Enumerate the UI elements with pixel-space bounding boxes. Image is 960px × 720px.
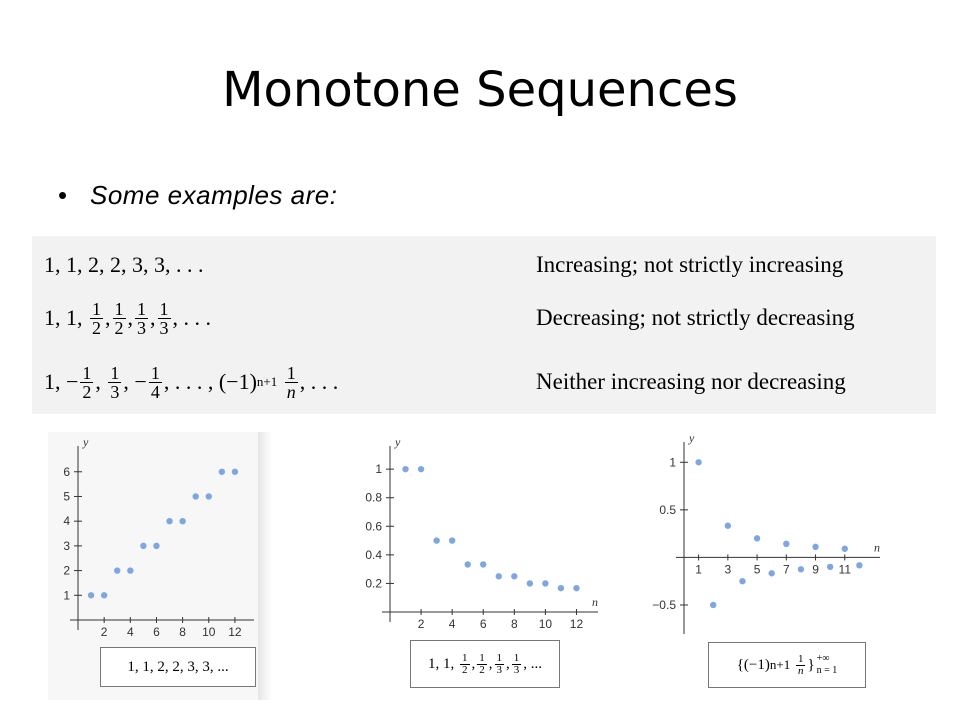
fraction <box>158 300 171 337</box>
data-point <box>433 537 439 543</box>
x-tick-label: 8 <box>510 617 518 631</box>
y-tick-label: 1 <box>375 462 382 477</box>
y-tick-label: 0.8 <box>365 490 382 505</box>
data-point <box>695 459 701 465</box>
fraction-numerator: 1 <box>513 651 520 664</box>
example-row-2 <box>32 290 936 346</box>
fraction-denominator: 3 <box>110 381 120 402</box>
examples-table <box>32 236 936 414</box>
fraction <box>149 364 162 401</box>
fraction-numerator: 1 <box>82 362 92 383</box>
data-point <box>464 561 470 567</box>
y-tick-label: 6 <box>63 464 70 479</box>
y-tick-label: 0.6 <box>365 519 382 534</box>
sequence-lead: 1, − <box>44 369 79 394</box>
y-tick-label: 0.4 <box>365 547 382 562</box>
fraction-denominator: n <box>797 664 804 677</box>
x-tick-label: 1 <box>695 562 702 577</box>
chart-caption-increasing: 1, 1, 2, 2, 3, 3, ... <box>100 647 256 687</box>
caption-upper-limit: +∞ <box>816 653 830 664</box>
fraction-denominator: 3 <box>159 317 169 338</box>
chart-panel-increasing <box>48 432 258 700</box>
fraction <box>796 654 806 677</box>
data-point <box>798 566 804 572</box>
data-point <box>768 570 774 576</box>
fraction-denominator: 4 <box>150 381 160 402</box>
y-tick-label: 1 <box>63 588 70 603</box>
data-point <box>179 518 185 524</box>
fraction-denominator: 2 <box>462 663 468 676</box>
sequence-tail: , . . . <box>172 305 211 330</box>
data-point <box>88 592 94 598</box>
caption-close: } <box>807 656 815 673</box>
caption-open: {(−1) <box>736 656 770 673</box>
y-tick-label: 1 <box>669 455 676 470</box>
fraction-numerator: 1 <box>150 362 160 383</box>
data-point <box>573 585 579 591</box>
x-axis-label: n <box>592 595 598 609</box>
data-point <box>402 466 408 472</box>
fraction <box>512 653 522 676</box>
data-point <box>101 592 107 598</box>
data-point <box>192 493 198 499</box>
data-point <box>166 518 172 524</box>
fraction <box>285 364 298 401</box>
fraction-denominator: 3 <box>513 663 520 676</box>
fraction-denominator: 3 <box>496 663 502 676</box>
data-point <box>511 573 517 579</box>
data-point <box>206 493 212 499</box>
fraction-numerator: 1 <box>137 298 146 319</box>
caption-limits <box>817 653 838 677</box>
fraction-denominator: 2 <box>479 663 485 676</box>
y-tick-label: 5 <box>63 489 70 504</box>
fraction-numerator: 1 <box>159 298 169 319</box>
fraction <box>80 364 93 401</box>
chart-panel-alternating <box>636 432 896 700</box>
x-tick-label: 2 <box>417 617 425 631</box>
example-sequence-1: 1, 1, 2, 2, 3, 3, . . . <box>44 252 204 277</box>
data-point <box>827 564 833 570</box>
x-tick-label: 4 <box>126 625 134 639</box>
fraction <box>495 653 505 676</box>
fraction-numerator: 1 <box>110 362 120 383</box>
y-tick-label: 0.2 <box>365 576 382 591</box>
fraction-numerator: 1 <box>797 652 804 665</box>
x-axis-label: n <box>874 540 880 555</box>
x-tick-label: 8 <box>179 625 186 639</box>
x-tick-label: 3 <box>724 562 732 577</box>
sequence-exponent: n+1 <box>256 374 278 389</box>
fraction <box>477 653 487 676</box>
data-point <box>725 523 731 529</box>
sequence-mid: , . . . , (−1) <box>163 369 257 394</box>
page-edge-shadow <box>258 432 272 700</box>
chart-panel-decreasing <box>352 432 608 700</box>
data-point <box>140 543 146 549</box>
x-tick-label: 6 <box>479 617 487 631</box>
example-row-3 <box>32 354 936 410</box>
slide-title: Monotone Sequences <box>222 62 738 118</box>
data-point <box>480 561 486 567</box>
y-tick-label: −0.5 <box>652 597 676 612</box>
x-tick-label: 4 <box>448 617 456 631</box>
y-tick-label: 4 <box>63 514 70 529</box>
bullet-dot-icon: • <box>58 180 68 210</box>
bullet-item <box>58 178 337 212</box>
x-tick-label: 6 <box>153 625 160 639</box>
bullet-text: Some examples are: <box>90 180 338 210</box>
chart-caption-decreasing: 1, 1, $\frac{1}{2}$ , $\frac{1}{2}$ , $\frac{1}{3}$ , $\frac{1}{3}$ , ... <box>410 640 560 688</box>
example-description-3: Neither increasing nor decreasing <box>536 369 846 394</box>
sequence-tail: , . . . <box>299 369 339 394</box>
x-tick-label: 2 <box>100 625 108 639</box>
fraction-numerator: 1 <box>479 651 485 664</box>
fraction-numerator: 1 <box>496 651 502 664</box>
fraction-denominator: n <box>286 381 296 402</box>
caption-tail: , ... <box>523 655 542 672</box>
x-tick-label: 5 <box>753 562 761 577</box>
caption-lower-limit: n = 1 <box>816 665 838 676</box>
sequence-lead: 1, 1, <box>44 305 83 330</box>
data-point <box>153 543 159 549</box>
x-tick-label: 11 <box>838 562 852 577</box>
data-point <box>856 562 862 568</box>
example-description-1: Increasing; not strictly increasing <box>536 252 844 277</box>
fraction-numerator: 1 <box>92 298 101 319</box>
chart-caption-alternating <box>708 642 866 688</box>
x-tick-label: 10 <box>538 617 553 631</box>
data-point <box>219 469 225 475</box>
fraction <box>135 300 148 337</box>
example-description-2: Decreasing; not strictly decreasing <box>536 305 855 330</box>
data-point <box>127 567 133 573</box>
data-point <box>449 537 455 543</box>
data-point <box>842 546 848 552</box>
fraction-numerator: 1 <box>286 362 296 383</box>
fraction-numerator: 1 <box>114 298 124 319</box>
x-tick-label: 7 <box>782 562 790 577</box>
fraction <box>460 653 470 676</box>
y-tick-label: 0.5 <box>659 502 676 517</box>
y-tick-label: 2 <box>63 563 70 578</box>
caption-exponent: n+1 <box>769 657 791 672</box>
y-tick-label: 3 <box>63 538 70 553</box>
data-point <box>114 567 120 573</box>
example-sequence-2: 1, 1, $\frac{1}{2}$ , $\frac{1}{2}$ , $\frac{1}{3}$ , $\frac{1}{3}$ , . . . <box>44 298 211 338</box>
data-point <box>783 541 789 547</box>
data-point <box>754 535 760 541</box>
fraction <box>108 364 121 401</box>
y-axis-label: y <box>83 435 89 449</box>
example-sequence-3: 1, − $\frac{1}{2}$ , $\frac{1}{3}$ , − $\frac{1}{4}$ , . . . , (−1) n+1 $\frac{1}{n}$ , . . . <box>44 362 339 402</box>
data-point <box>527 580 533 586</box>
caption-lead: 1, 1, <box>428 655 455 672</box>
fraction <box>113 300 126 337</box>
y-axis-label: y <box>395 435 401 449</box>
y-axis-label: y <box>689 432 695 445</box>
data-point <box>812 544 818 550</box>
fraction-denominator: 2 <box>82 381 92 402</box>
data-point <box>232 469 238 475</box>
x-tick-label: 12 <box>228 625 242 639</box>
x-tick-label: 9 <box>812 562 819 577</box>
example-row-1 <box>32 242 936 288</box>
x-tick-label: 10 <box>202 625 216 639</box>
data-point <box>710 602 716 608</box>
fraction-numerator: 1 <box>462 651 468 664</box>
fraction <box>90 300 103 337</box>
fraction-denominator: 2 <box>92 317 101 338</box>
data-point <box>418 466 424 472</box>
fraction-denominator: 2 <box>114 317 124 338</box>
data-point <box>542 580 548 586</box>
fraction-denominator: 3 <box>137 317 146 338</box>
data-point <box>739 578 745 584</box>
x-tick-label: 12 <box>569 617 584 631</box>
data-point <box>558 585 564 591</box>
data-point <box>496 573 502 579</box>
